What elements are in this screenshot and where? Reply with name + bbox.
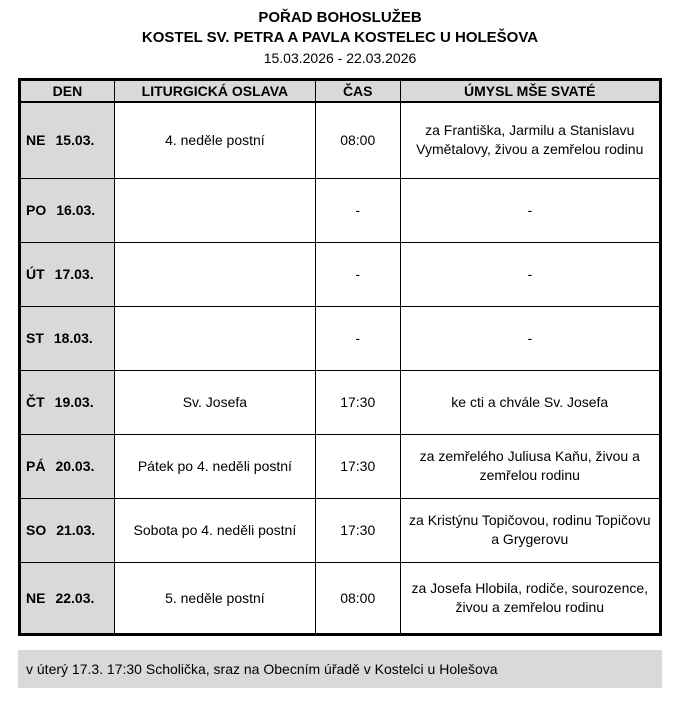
cell-day — [20, 242, 115, 306]
day-abbrev: PO — [26, 202, 47, 219]
day-date: 17.03. — [54, 266, 94, 283]
day-date: 16.03. — [56, 202, 96, 219]
table-row — [20, 434, 661, 498]
cell-intention: za Františka, Jarmilu a Stanislavu Vymětalovy, živou a zemřelou rodinu — [400, 102, 660, 178]
footer-note-text: v úterý 17.3. 17:30 Scholička, sraz na Obecním úřadě v Kostelci u Holešova — [26, 660, 498, 677]
day-abbrev: NE — [26, 589, 46, 606]
day-date: 15.03. — [55, 132, 95, 149]
table-header — [20, 80, 661, 103]
table-row — [20, 242, 661, 306]
day-date: 18.03. — [53, 330, 93, 347]
cell-time: - — [315, 306, 400, 370]
schedule-table — [18, 78, 662, 636]
footer-note — [18, 650, 662, 688]
cell-celebration: Pátek po 4. neděli postní — [114, 434, 315, 498]
header-cell-cas: ČAS — [315, 80, 400, 103]
cell-celebration: Sobota po 4. neděli postní — [114, 498, 315, 562]
day-abbrev: ÚT — [26, 266, 45, 283]
day-abbrev: NE — [26, 132, 46, 149]
cell-intention: - — [400, 178, 660, 242]
cell-day — [20, 370, 115, 434]
cell-day — [20, 498, 115, 562]
table-row — [20, 498, 661, 562]
cell-celebration: 4. neděle postní — [114, 102, 315, 178]
page-subtitle: KOSTEL SV. PETRA A PAVLA KOSTELEC U HOLEŠOVA — [141, 29, 539, 47]
cell-time: 17:30 — [315, 498, 400, 562]
table-row — [20, 178, 661, 242]
day-date: 21.03. — [56, 522, 96, 539]
date-range: 15.03.2026 - 22.03.2026 — [263, 49, 417, 66]
header-cell-umysl: ÚMYSL MŠE SVATÉ — [400, 80, 660, 103]
day-abbrev: PÁ — [26, 458, 46, 475]
table-row — [20, 102, 661, 178]
cell-time: 17:30 — [315, 370, 400, 434]
cell-celebration — [114, 242, 315, 306]
header-cell-den: DEN — [20, 80, 115, 103]
cell-day — [20, 102, 115, 178]
cell-day — [20, 178, 115, 242]
day-abbrev: ST — [26, 330, 44, 347]
cell-intention: za zemřelého Juliusa Kaňu, živou a zemřelou rodinu — [400, 434, 660, 498]
cell-intention: za Kristýnu Topičovou, rodinu Topičovu a Grygerovu — [400, 498, 660, 562]
cell-day — [20, 562, 115, 634]
page-title: POŘAD BOHOSLUŽEB — [258, 9, 422, 26]
cell-time: 17:30 — [315, 434, 400, 498]
cell-celebration: Sv. Josefa — [114, 370, 315, 434]
table-row — [20, 370, 661, 434]
cell-day — [20, 434, 115, 498]
day-date: 19.03. — [54, 394, 94, 411]
cell-celebration: 5. neděle postní — [114, 562, 315, 634]
cell-day — [20, 306, 115, 370]
cell-intention: - — [400, 242, 660, 306]
cell-time: 08:00 — [315, 562, 400, 634]
day-abbrev: SO — [26, 522, 47, 539]
header-cell-oslava: LITURGICKÁ OSLAVA — [114, 80, 315, 103]
cell-time: - — [315, 242, 400, 306]
cell-intention: za Josefa Hlobila, rodiče, sourozence, živou a zemřelou rodinu — [400, 562, 660, 634]
table-row — [20, 562, 661, 634]
day-abbrev: ČT — [26, 394, 45, 411]
cell-time: 08:00 — [315, 102, 400, 178]
day-date: 22.03. — [55, 589, 95, 606]
title-block — [18, 8, 662, 68]
cell-intention: - — [400, 306, 660, 370]
cell-time: - — [315, 178, 400, 242]
cell-celebration — [114, 306, 315, 370]
table-row — [20, 306, 661, 370]
cell-intention: ke cti a chvále Sv. Josefa — [400, 370, 660, 434]
cell-celebration — [114, 178, 315, 242]
day-date: 20.03. — [55, 458, 95, 475]
